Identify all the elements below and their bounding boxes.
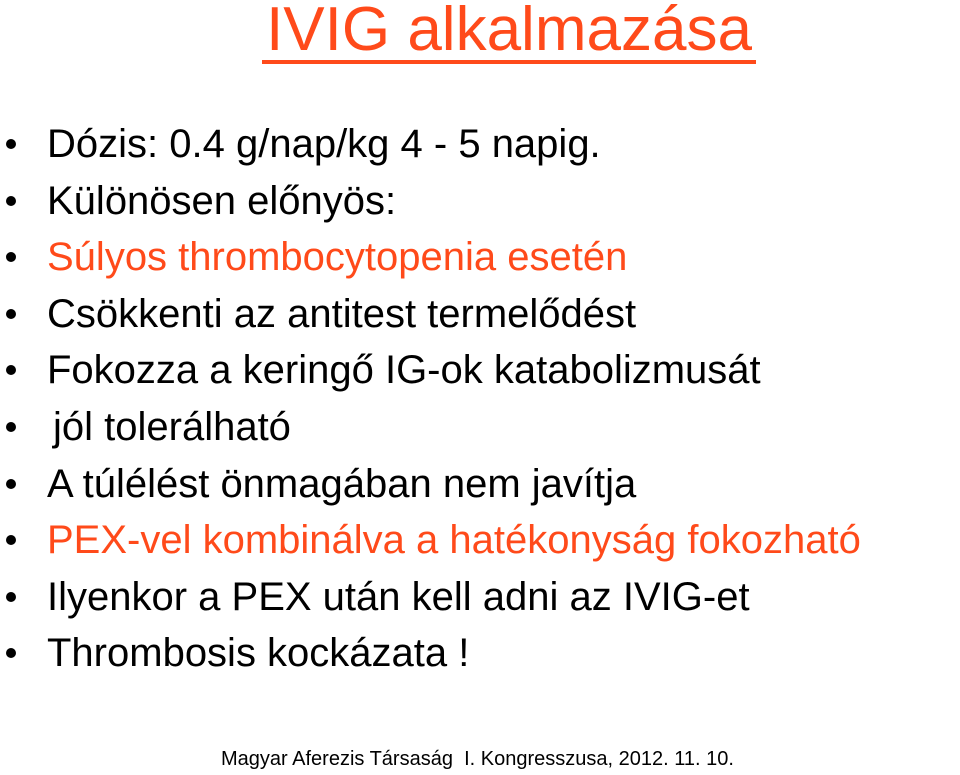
bullet-text: jól tolerálható — [53, 404, 291, 449]
bullet-item-after-pex — [0, 569, 960, 626]
bullet-dot-icon — [6, 535, 16, 545]
slide-footer: Magyar Aferezis Társaság I. Kongresszusa, 2012. 11. 10. — [221, 748, 734, 770]
bullet-dot-icon — [6, 139, 16, 149]
bullet-text: Ilyenkor a PEX után kell adni az IVIG-et — [47, 574, 750, 619]
bullet-item-survival — [0, 456, 960, 513]
bullet-dot-icon — [6, 648, 16, 658]
bullet-dot-icon — [6, 422, 16, 432]
bullet-text: Thrombosis kockázata ! — [47, 631, 470, 676]
bullet-text: Dózis: 0.4 g/nap/kg 4 - 5 napig. — [47, 122, 601, 166]
bullet-text: Különösen előnyös: — [47, 178, 397, 223]
bullet-item-antibody — [0, 286, 960, 343]
slide-title: IVIG alkalmazása — [262, 0, 756, 64]
bullet-dot-icon — [6, 592, 16, 602]
slide-title-container — [0, 0, 960, 72]
bullet-text: Csökkenti az antitest termelődést — [47, 291, 637, 336]
bullet-dot-icon — [6, 479, 16, 489]
bullet-dot-icon — [6, 365, 16, 375]
bullet-item-thrombosis — [0, 625, 960, 682]
bullet-text: Súlyos thrombocytopenia esetén — [47, 235, 628, 280]
bullet-item-thrombocytopenia — [0, 229, 960, 286]
bullet-dot-icon — [6, 196, 16, 206]
bullet-text: Fokozza a keringő IG-ok katabolizmusát — [47, 348, 761, 393]
bullet-dot-icon — [6, 309, 16, 319]
bullet-item-tolerable — [0, 399, 960, 456]
bullet-item-dosage — [0, 116, 960, 173]
bullet-dot-icon — [6, 252, 16, 262]
bullet-item-catabolism — [0, 342, 960, 399]
bullet-text: PEX-vel kombinálva a hatékonyság fokozható — [47, 518, 861, 563]
bullet-item-advantages — [0, 173, 960, 230]
bullet-item-pex-combination — [0, 512, 960, 569]
bullet-list — [0, 116, 960, 682]
bullet-text: A túlélést önmagában nem javítja — [47, 461, 637, 506]
